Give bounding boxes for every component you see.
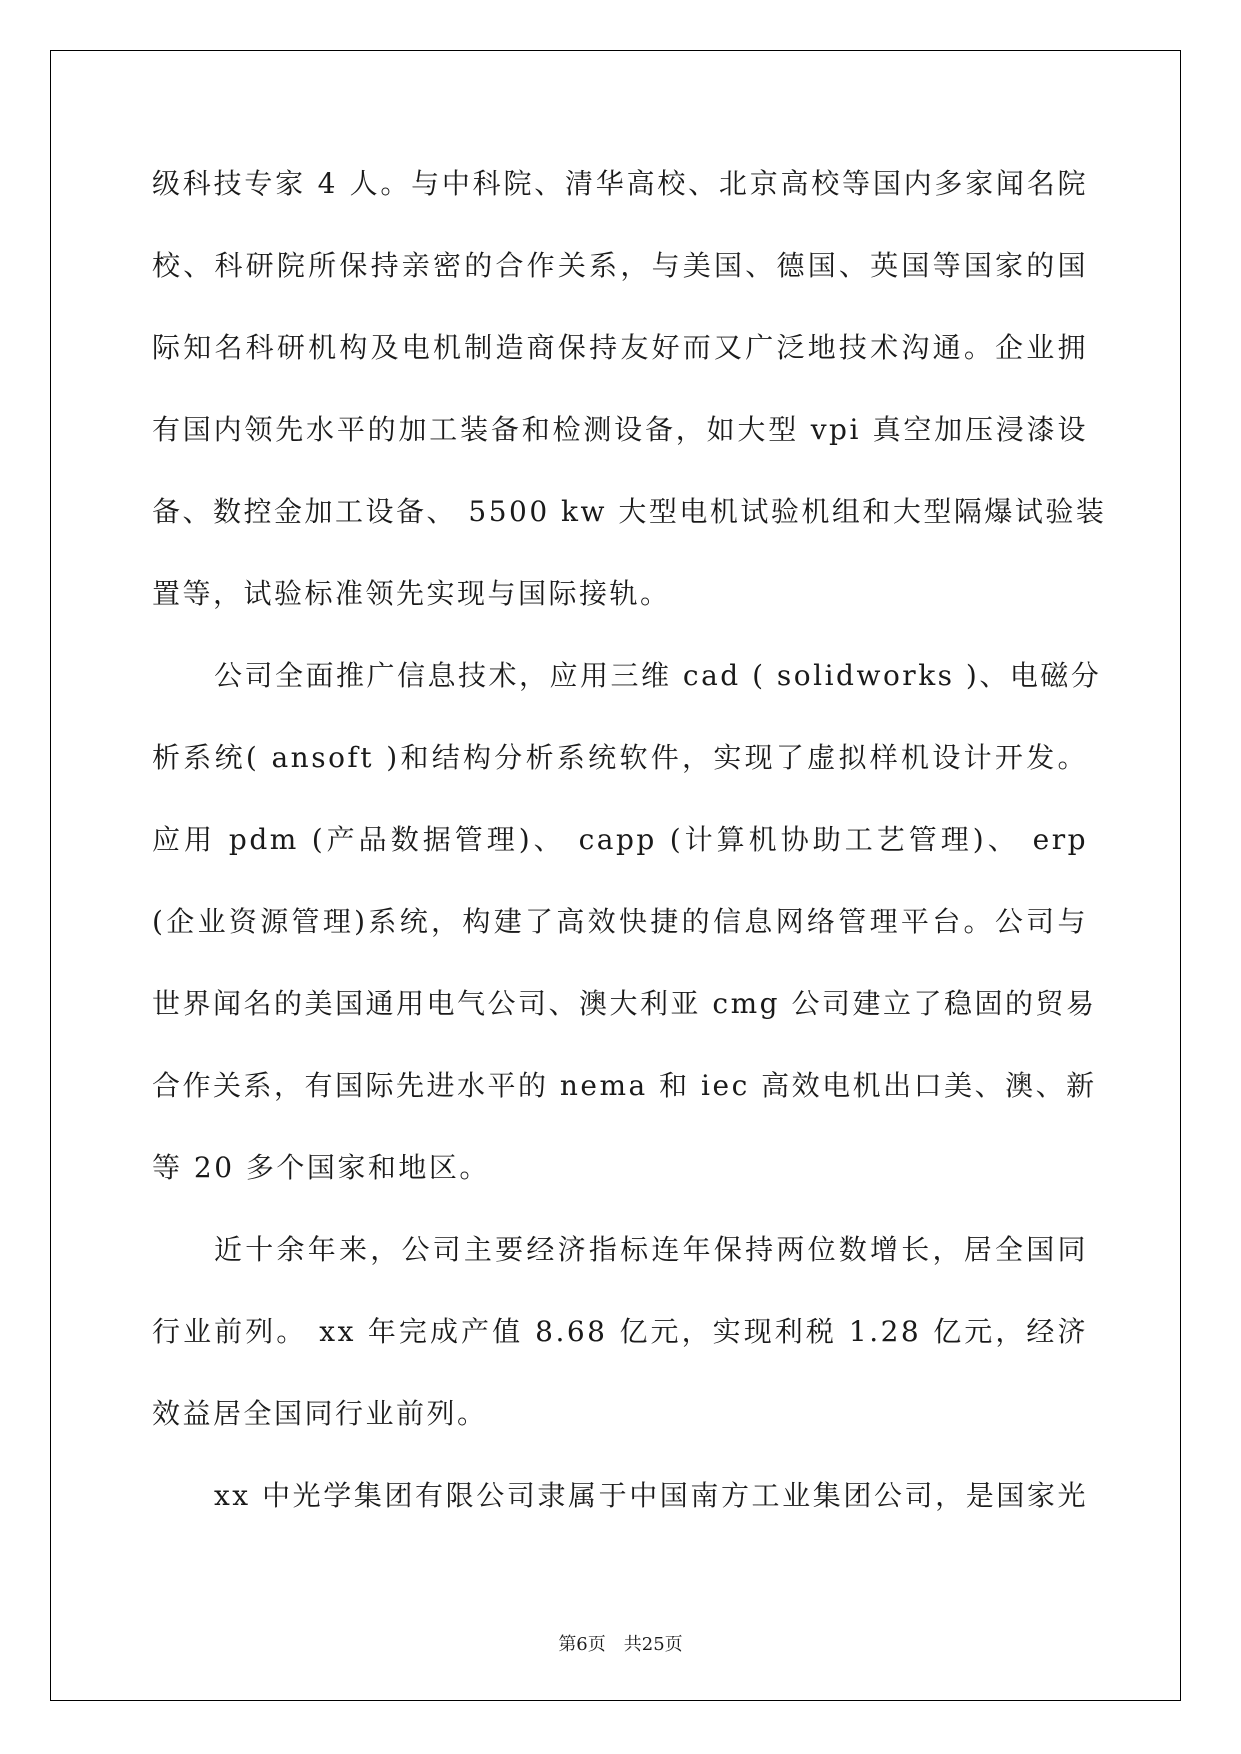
page-total: 共25页 <box>623 1634 683 1655</box>
paragraph-first-line: xx 中光学集团有限公司隶属于中国南方工业集团公司，是国家光 <box>214 1479 1088 1512</box>
page-number: 第6页 <box>558 1634 606 1655</box>
text-line: 备、数控金加工设备、 5500 kw 大型电机试验机组和大型隔爆试验装 <box>152 495 1107 528</box>
text-line: (企业资源管理)系统，构建了高效快捷的信息网络管理平台。公司与 <box>152 905 1088 938</box>
text-line: 等 20 多个国家和地区。 <box>152 1151 490 1184</box>
document-body <box>152 160 1107 1554</box>
paragraph-first-line: 近十余年来，公司主要经济指标连年保持两位数增长，居全国同 <box>214 1233 1088 1266</box>
text-line: 有国内领先水平的加工装备和检测设备，如大型 vpi 真空加压浸漆设 <box>152 413 1088 446</box>
text-line: 应用 pdm (产品数据管理)、 capp (计算机协助工艺管理)、 erp <box>152 823 1088 856</box>
text-line: 际知名科研机构及电机制造商保持友好而又广泛地技术沟通。企业拥 <box>152 331 1088 364</box>
text-line: 析系统( ansoft )和结构分析系统软件，实现了虚拟样机设计开发。 <box>152 741 1088 774</box>
text-line: 效益居全国同行业前列。 <box>152 1397 488 1430</box>
text-line: 级科技专家 4 人。与中科院、清华高校、北京高校等国内多家闻名院 <box>152 167 1088 200</box>
text-line: 行业前列。 xx 年完成产值 8.68 亿元，实现利税 1.28 亿元，经济 <box>152 1315 1088 1348</box>
paragraph-first-line: 公司全面推广信息技术，应用三维 cad ( solidworks )、电磁分 <box>214 659 1102 692</box>
text-line: 世界闻名的美国通用电气公司、澳大利亚 cmg 公司建立了稳固的贸易 <box>152 987 1097 1020</box>
text-line: 校、科研院所保持亲密的合作关系，与美国、德国、英国等国家的国 <box>152 249 1088 282</box>
page-footer <box>0 1630 1241 1656</box>
text-line: 置等，试验标准领先实现与国际接轨。 <box>152 577 671 610</box>
text-line: 合作关系，有国际先进水平的 nema 和 iec 高效电机出口美、澳、新 <box>152 1069 1097 1102</box>
